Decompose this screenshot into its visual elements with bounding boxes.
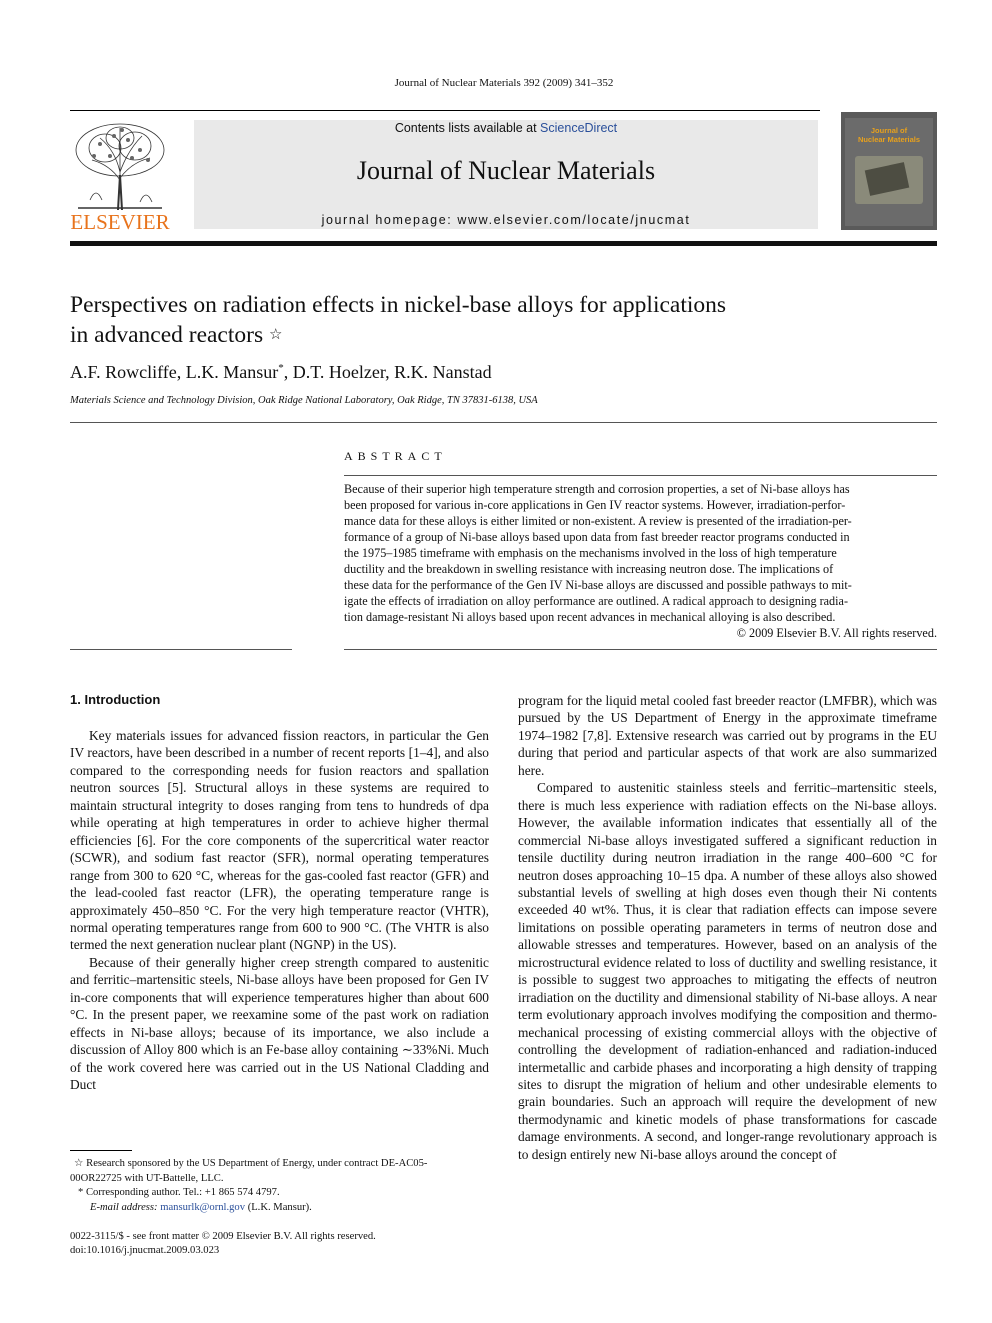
doi-line: doi:10.1016/j.jnucmat.2009.03.023 bbox=[70, 1245, 220, 1256]
contents-prefix: Contents lists available at bbox=[394, 121, 541, 135]
abstract-line: the 1975–1985 timeframe with emphasis on the mechanisms involved in the loss of high temperature bbox=[344, 546, 837, 560]
abstract-line: igate the effects of irradiation on alloy performance are outlined. A radical approach to designing radia- bbox=[344, 594, 849, 608]
abstract-line: ductility and the breakdown in swelling resistance with increasing neutron dose. The implications of bbox=[344, 562, 834, 576]
email-link[interactable]: mansurlk@ornl.gov bbox=[160, 1201, 246, 1213]
article-title bbox=[70, 290, 830, 350]
abstract-line: Because of their superior high temperature strength and corrosion properties, a set of Ni-base alloys has bbox=[344, 482, 850, 496]
abstract-heading: ABSTRACT bbox=[344, 449, 447, 463]
running-head: Journal of Nuclear Materials 392 (2009) 341–352 bbox=[394, 77, 614, 89]
cover-title-2: Nuclear Materials bbox=[857, 135, 921, 144]
footnote-corr-marker: * bbox=[78, 1187, 84, 1198]
right-column bbox=[518, 692, 937, 1163]
abstract-line: mance data for these alloys is either limited or non-existent. A review is presented of the irradiation-per- bbox=[344, 514, 852, 528]
section-heading-introduction: 1. Introduction bbox=[70, 692, 161, 707]
header-thick-rule bbox=[70, 241, 937, 246]
email-label: E-mail address: bbox=[90, 1201, 158, 1213]
elsevier-logo-text: ELSEVIER bbox=[70, 210, 170, 234]
authors-rest: , D.T. Hoelzer, R.K. Nanstad bbox=[283, 362, 492, 382]
footnote-rule bbox=[70, 1150, 132, 1151]
title-footnote-marker[interactable]: ☆ bbox=[269, 327, 283, 343]
abstract-copyright: © 2009 Elsevier B.V. All rights reserved. bbox=[736, 626, 937, 640]
left-abstract-rule bbox=[70, 649, 292, 650]
paragraph: program for the liquid metal cooled fast breeder reactor (LMFBR), which was pursued by the US Department of Energy in the approximate timeframe 1974–1982 [7,8]. Extensive research was carried out by programs in the EU during that period and particular aspects of that work are also summarized here. bbox=[518, 693, 937, 778]
footnote-funding-line2: 00OR22725 with UT-Battelle, LLC. bbox=[70, 1172, 224, 1184]
abstract-body bbox=[344, 481, 937, 641]
abstract-line: these data for the performance of the Gen IV Ni-base alloys are discussed and possible pathways to mit- bbox=[344, 578, 852, 592]
affiliation: Materials Science and Technology Division, Oak Ridge National Laboratory, Oak Ridge, TN 37831-6138, USA bbox=[70, 395, 538, 406]
front-matter bbox=[70, 1230, 376, 1258]
cover-title-1: Journal of bbox=[870, 126, 908, 135]
top-rule bbox=[70, 110, 820, 111]
article-title-line1: Perspectives on radiation effects in nickel-base alloys for applications bbox=[70, 292, 727, 318]
abstract-line: formance of a group of Ni-base alloys based upon data from fast breeder reactor programs conducted in bbox=[344, 530, 850, 544]
abstract-rule-bottom bbox=[344, 649, 937, 650]
journal-cover-image bbox=[841, 112, 937, 230]
sciencedirect-link[interactable]: ScienceDirect bbox=[540, 121, 618, 135]
left-column bbox=[70, 727, 489, 1094]
paragraph: Key materials issues for advanced fission reactors, in particular the Gen IV reactors, have been described in a number of recent reports [1–4], and also compared to the corresponding needs for fusion reactors and spallation neutron sources [5]. Structural alloys in these systems are required to maintain structural integrity to doses ranging from tens to hundreds of dpa while operating at high temperatures in order to achieve higher thermal efficiencies [6]. For the core components of the supercritical water reactor (SCWR), and sodium fast reactor (SFR), normal operating temperatures range from 300 to 620 °C, whereas for the gas-cooled fast reactor (GFR) and the lead-cooled fast reactor (LFR), the operating temperature range is approximately 450–850 °C. For the very high temperature reactor (VHTR), normal operating temperatures range from 600 to 900 °C. (The VHTR is also termed the next generation nuclear plant (NGNP) in the US). bbox=[70, 728, 489, 953]
journal-homepage[interactable]: journal homepage: www.elsevier.com/locate/jnucmat bbox=[321, 213, 691, 227]
corresponding-marker[interactable]: * bbox=[278, 362, 284, 374]
footnote-funding-line1: Research sponsored by the US Department of Energy, under contract DE-AC05- bbox=[86, 1158, 428, 1169]
email-suffix: (L.K. Mansur). bbox=[247, 1201, 312, 1213]
abstract-line: been proposed for various in-core applications in Gen IV reactor systems. However, irradiation-perfor- bbox=[344, 498, 846, 512]
issn-line: 0022-3115/$ - see front matter © 2009 Elsevier B.V. All rights reserved. bbox=[70, 1231, 376, 1242]
paragraph: Because of their generally higher creep strength compared to austenitic and ferritic–martensitic steels, Ni-base alloys have been proposed for Gen IV in-core components that will experience temperatures higher than about 600 °C. In the present paper, we reexamine some of the past work on radiation effects in Ni-base alloys; because of its importance, we also include a discussion of Alloy 800 which is an Fe-base alloy containing ∼33%Ni. Much of the work covered here was carried out in the US National Cladding and Duct bbox=[70, 954, 489, 1093]
abstract-line: tion damage-resistant Ni alloys based upon recent advances in mechanical alloying is also described. bbox=[344, 610, 836, 624]
paragraph: Compared to austenitic stainless steels and ferritic–martensitic steels, there is much less experience with radiation effects on the Ni-base alloys. However, the available information indicates that essentially all of the commercial Ni-base alloys investigated suffered a significant reduction in tensile ductility during neutron irradiation in the range 400–600 °C for neutron doses approaching 10–15 dpa. A number of these alloys also showed substantial levels of swelling at high doses even though their Ni contents exceeded 40 wt%. Thus, it is clear that radiation effects can impose severe limitations on possible operating parameters in terms of neutron dose and allowable stresses and temperatures. However, based on an analysis of the microstructural evidence related to loss of ductility and swelling resistance, it is possible to suggest two approaches to mitigating the effects of neutron irradiation on the ductility and dimensional stability of Ni-base alloys. A near term evolutionary approach involves modifying the composition and thermo-mechanical processing of existing commercial alloys with the objective of controlling the development of radiation-enhanced and radiation-induced intermetallic and carbide phases and incorporating a high density of trapping sites to disrupt the migration of helium and other undesirable elements to grain boundaries. Such an approach will require the development of new thermodynamic and kinetic models of phase transformations for cascade damage environments. A second, and longer-range revolutionary approach is to design entirely new Ni-base alloys around the concept of bbox=[518, 780, 937, 1162]
title-rule bbox=[70, 422, 937, 423]
journal-title: Journal of Nuclear Materials bbox=[356, 156, 656, 185]
footnote-star-marker: ☆ bbox=[74, 1158, 84, 1169]
abstract-rule-top bbox=[344, 475, 937, 476]
footnotes bbox=[70, 1157, 489, 1215]
article-title-line2: in advanced reactors bbox=[70, 322, 264, 348]
authors bbox=[70, 362, 492, 383]
contents-line bbox=[194, 121, 818, 135]
authors-first: A.F. Rowcliffe, L.K. Mansur bbox=[70, 362, 279, 382]
footnote-corresponding: Corresponding author. Tel.: +1 865 574 4797. bbox=[85, 1187, 280, 1198]
elsevier-tree-logo bbox=[70, 120, 170, 212]
